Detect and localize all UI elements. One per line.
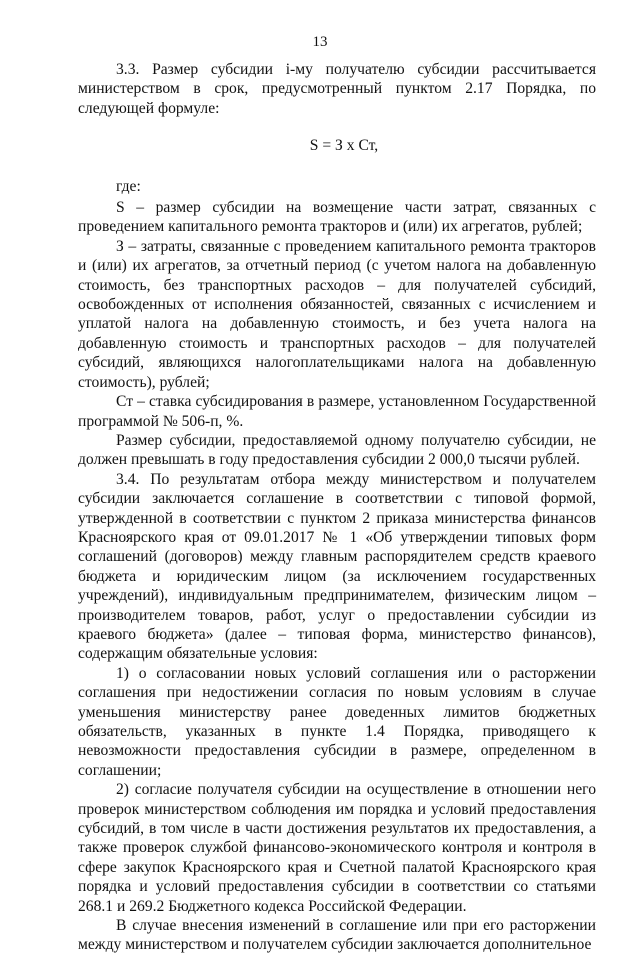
subsidy-formula: S = З х Ст, bbox=[309, 137, 379, 155]
definition-z: З – затраты, связанные с проведением капитального ремонта тракторов и (или) их агрегатов, за отчетный период (с учетом налога на добавленную стоимость, без транспортных расходов – для получателей субсидий, освобожденных от исполнения обязанностей, связанных с исчислением и уплатой налога на добавленную стоимость, и без учета налога на добавленную стоимость и транспортных расходов – для получателей субсидий, являющихся налогоплательщиками налога на добавленную стоимость), рублей; bbox=[78, 237, 596, 391]
condition-item-2: 2) согласие получателя субсидии на осуществление в отношении него проверок министерством соблюдения им порядка и условий предоставления субсидий, в том числе в части достижения результатов их предоставления, а также проверок службой финансово-экономического контроля и контроля в сфере закупок Красноярского края и Счетной палатой Красноярского края порядка и условий предоставления субсидии в соответствии со статьями 268.1 и 269.2 Бюджетного кодекса Российской Федерации. bbox=[78, 781, 596, 915]
definition-st: Ст – ставка субсидирования в размере, установленном Государственной программой № 506-п, %. bbox=[78, 393, 596, 430]
amendment-paragraph: В случае внесения изменений в соглашение или при его расторжении между министерством и получателем субсидии заключается дополнительное bbox=[78, 917, 596, 954]
document-body bbox=[78, 60, 596, 955]
page-number: 13 bbox=[312, 34, 328, 50]
subsidy-limit-paragraph: Размер субсидии, предоставляемой одному получателю субсидии, не должен превышать в году предоставления субсидии 2 000,0 тысячи рублей. bbox=[78, 431, 596, 469]
paragraph-3-4: 3.4. По результатам отбора между министерством и получателем субсидии заключается соглашение в соответствии с типовой формой, утвержденной в соответствии с пунктом 2 приказа министерства финансов Красноярского края от 09.01.2017 № 1 «Об утверждении типовых форм соглашений (договоров) между главным распорядителем средств краевого бюджета и юридическим лицом (за исключением государственных учреждений), индивидуальным предпринимателем, физическим лицом – производителем товаров, работ, услуг о предоставлении субсидии из краевого бюджета» (далее – типовая форма, министерство финансов), содержащим обязательные условия: bbox=[78, 470, 596, 663]
condition-item-1: 1) о согласовании новых условий соглашения или о расторжении соглашения при недостижении согласия по новым условиям в случае уменьшения министерству ранее доведенных лимитов бюджетных обязательств, указанных в пункте 1.4 Порядка, приводящего к невозможности предоставления субсидии в размере, определенном в соглашении; bbox=[78, 664, 596, 779]
paragraph-3-3: 3.3. Размер субсидии i-му получателю субсидии рассчитывается министерством в срок, предусмотренный пунктом 2.17 Порядка, по следующей формуле: bbox=[78, 61, 596, 117]
where-label: где: bbox=[116, 177, 141, 195]
definition-s: S – размер субсидии на возмещение части затрат, связанных с проведением капитального ремонта тракторов и (или) их агрегатов, рублей; bbox=[78, 199, 596, 236]
